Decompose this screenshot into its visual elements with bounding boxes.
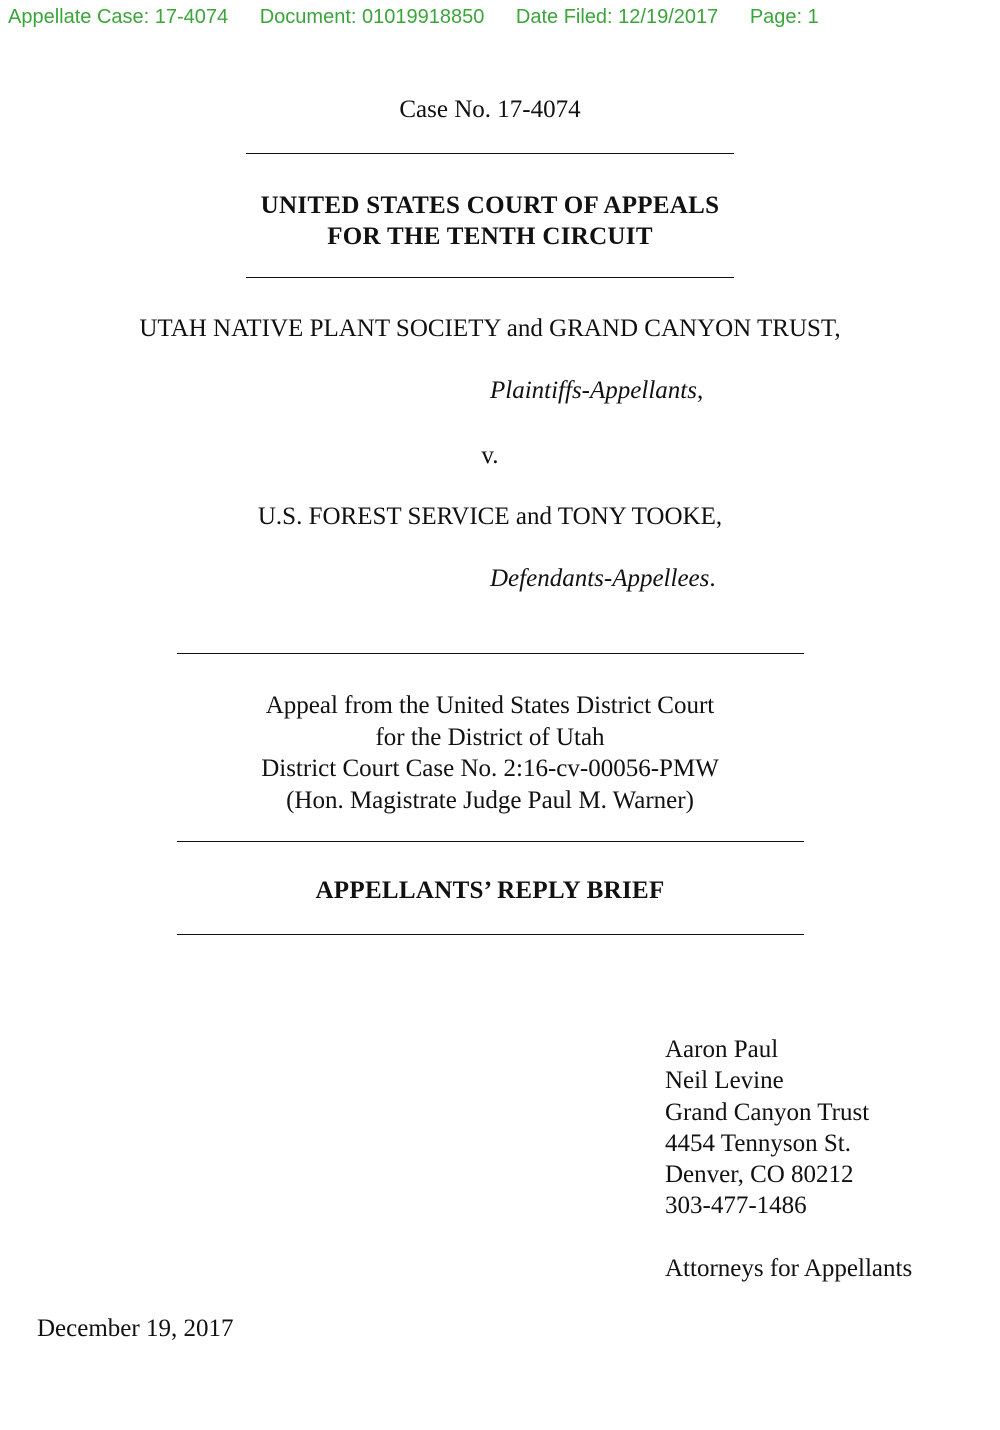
filing-date: December 19, 2017 [37,1315,234,1342]
header-document-number: Document: 01019918850 [259,6,485,28]
plaintiffs-role [490,377,703,405]
attorney-name: Neil Levine [665,1067,784,1095]
versus: v. [481,442,499,469]
defendants-role-label: Defendants-Appellees [490,565,710,592]
attorney-city: Denver, CO 80212 [665,1161,854,1189]
divider-rule [246,153,734,154]
appeal-info [0,690,980,816]
divider-rule [177,934,804,935]
plaintiffs-role-label: Plaintiffs-Appellants [490,377,697,404]
attorney-block [665,1034,912,1284]
plaintiffs-names: UTAH NATIVE PLANT SOCIETY and GRAND CANYON TRUST, [139,315,841,342]
header-date-filed: Date Filed: 12/19/2017 [515,6,719,28]
header-page-number: Page: 1 [749,6,819,28]
appeal-line-4: (Hon. Magistrate Judge Paul M. Warner) [286,786,694,814]
divider-rule [177,841,804,842]
court-name-line-1: UNITED STATES COURT OF APPEALS [260,192,720,219]
divider-rule [246,277,734,278]
brief-title: APPELLANTS’ REPLY BRIEF [315,877,665,904]
defendants-role-punct: . [709,565,716,592]
filing-header [8,6,819,29]
defendants-names: U.S. FOREST SERVICE and TONY TOOKE, [257,503,723,530]
attorney-role: Attorneys for Appellants [665,1254,913,1282]
attorney-name: Aaron Paul [665,1036,779,1063]
divider-rule [177,653,804,654]
attorney-phone: 303-477-1486 [665,1192,807,1220]
court-name-line-2: FOR THE TENTH CIRCUIT [327,223,653,250]
appeal-line-1: Appeal from the United States District Court [265,692,715,719]
spacer [665,1222,912,1253]
attorney-street: 4454 Tennyson St. [665,1129,851,1157]
appeal-line-3: District Court Case No. 2:16-cv-00056-PMW [261,755,719,782]
case-number: Case No. 17-4074 [399,96,581,123]
appeal-line-2: for the District of Utah [375,723,605,751]
plaintiffs-role-punct: , [696,377,704,404]
header-case-number: Appellate Case: 17-4074 [8,6,229,28]
defendants-role [490,565,716,593]
court-name [0,190,980,252]
attorney-organization: Grand Canyon Trust [665,1098,870,1126]
